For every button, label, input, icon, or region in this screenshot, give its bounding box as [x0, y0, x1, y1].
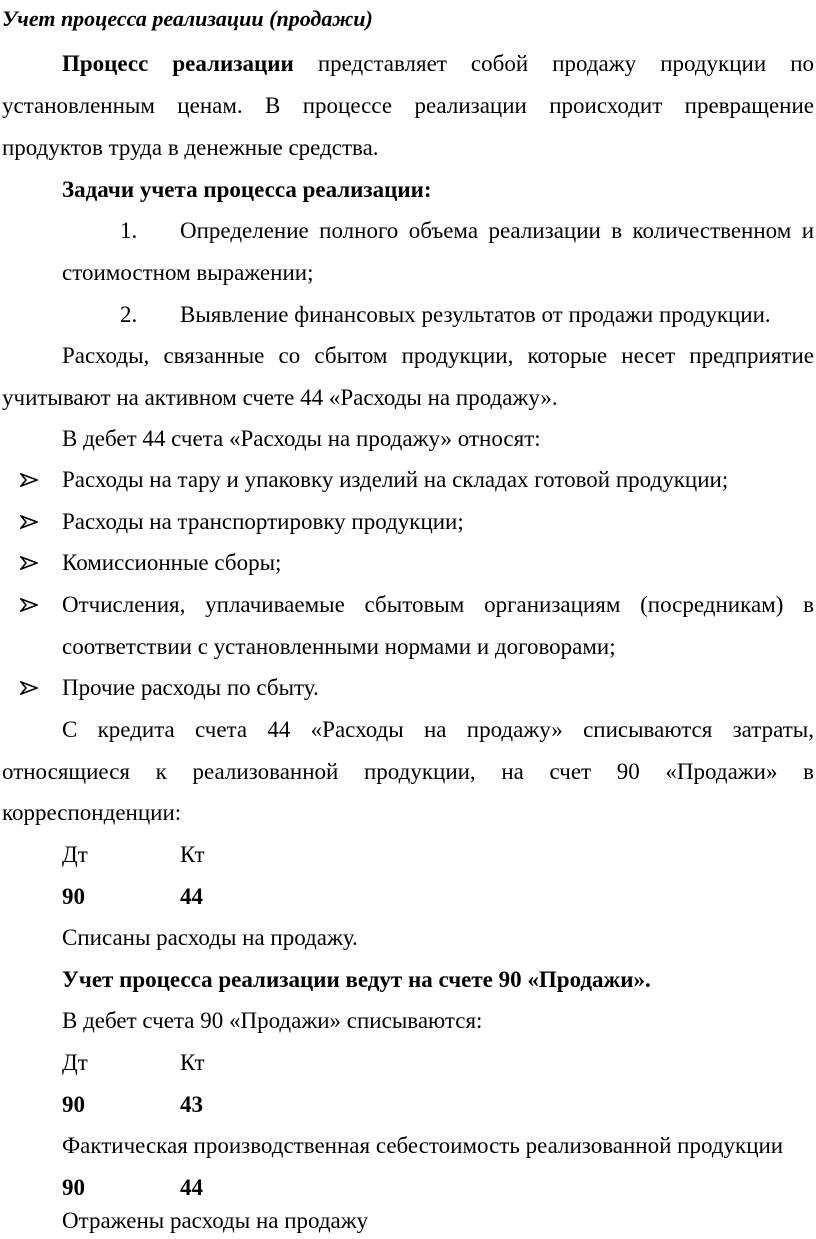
intro-line-1-rest: представляет собой продажу продукции по	[317, 51, 815, 76]
arrow-bullet-icon	[20, 507, 42, 537]
list-item-text: Комиссионные сборы;	[62, 550, 282, 575]
credit-account: 44	[180, 884, 203, 909]
intro-line-1	[62, 49, 814, 79]
entry-header	[0, 1048, 816, 1078]
list-item	[0, 673, 816, 703]
list-item-text: Отчисления, уплачиваемые сбытовым организациям (посредникам) в	[62, 592, 814, 617]
credit-account: 43	[180, 1092, 203, 1117]
task-item-2	[0, 300, 816, 330]
entry-description: Отражены расходы на продажу	[62, 1208, 369, 1233]
entry-accounts	[0, 1173, 816, 1203]
arrow-bullet-icon	[20, 590, 42, 620]
entry-header	[0, 840, 816, 870]
credit-label: Кт	[180, 1050, 205, 1075]
sales-heading: Учет процесса реализации ведут на счете 90 «Продажи».	[62, 967, 651, 992]
entry-accounts	[0, 1090, 816, 1120]
expenses-line-1: Расходы, связанные со сбытом продукции, которые несет предприятие	[62, 343, 814, 368]
debit-90-intro: В дебет счета 90 «Продажи» списываются:	[62, 1008, 483, 1033]
expenses-line-2: учитывают на активном счете 44 «Расходы на продажу».	[2, 385, 558, 410]
entry-description: Списаны расходы на продажу.	[62, 925, 358, 950]
entry-accounts	[0, 882, 816, 912]
task-number: 2.	[120, 302, 138, 327]
tasks-heading: Задачи учета процесса реализации:	[62, 177, 432, 202]
list-item	[0, 590, 816, 620]
intro-term: Процесс реализации	[62, 51, 294, 76]
credit-label: Кт	[180, 842, 205, 867]
intro-line-3: продуктов труда в денежные средства.	[2, 135, 379, 160]
entry-description: Фактическая производственная себестоимость реализованной продукции	[62, 1133, 784, 1158]
credit-line-3: корреспонденции:	[2, 800, 182, 825]
list-item	[0, 465, 816, 495]
task-text: Определение полного объема реализации в количественном и	[180, 218, 814, 243]
list-item-text: Расходы на транспортировку продукции;	[62, 509, 464, 534]
debit-label: Дт	[62, 842, 88, 867]
arrow-bullet-icon	[20, 465, 42, 495]
debit-account: 90	[62, 884, 85, 909]
list-item	[0, 548, 816, 578]
arrow-bullet-icon	[20, 673, 42, 703]
task-item-1	[0, 216, 816, 246]
credit-line-1: С кредита счета 44 «Расходы на продажу» списываются затраты,	[62, 717, 814, 742]
page-title: Учет процесса реализации (продажи)	[2, 6, 373, 31]
arrow-bullet-icon	[20, 548, 42, 578]
credit-account: 44	[180, 1175, 203, 1200]
credit-line-2: относящиеся к реализованной продукции, на счет 90 «Продажи» в	[2, 759, 814, 784]
list-item-text: Расходы на тару и упаковку изделий на складах готовой продукции;	[62, 467, 729, 492]
intro-line-2: установленным ценам. В процессе реализации происходит превращение	[2, 93, 814, 118]
task-text: Выявление финансовых результатов от продажи продукции.	[180, 302, 771, 327]
debit-account: 90	[62, 1175, 85, 1200]
debit-account: 90	[62, 1092, 85, 1117]
task-number: 1.	[120, 218, 138, 243]
debit-44-intro: В дебет 44 счета «Расходы на продажу» относят:	[62, 426, 541, 451]
debit-label: Дт	[62, 1050, 88, 1075]
list-item-text: Прочие расходы по сбыту.	[62, 675, 319, 700]
list-item	[0, 507, 816, 537]
task-item-1-cont: стоимостном выражении;	[62, 260, 314, 285]
list-item-cont: соответствии с установленными нормами и договорами;	[62, 634, 616, 659]
